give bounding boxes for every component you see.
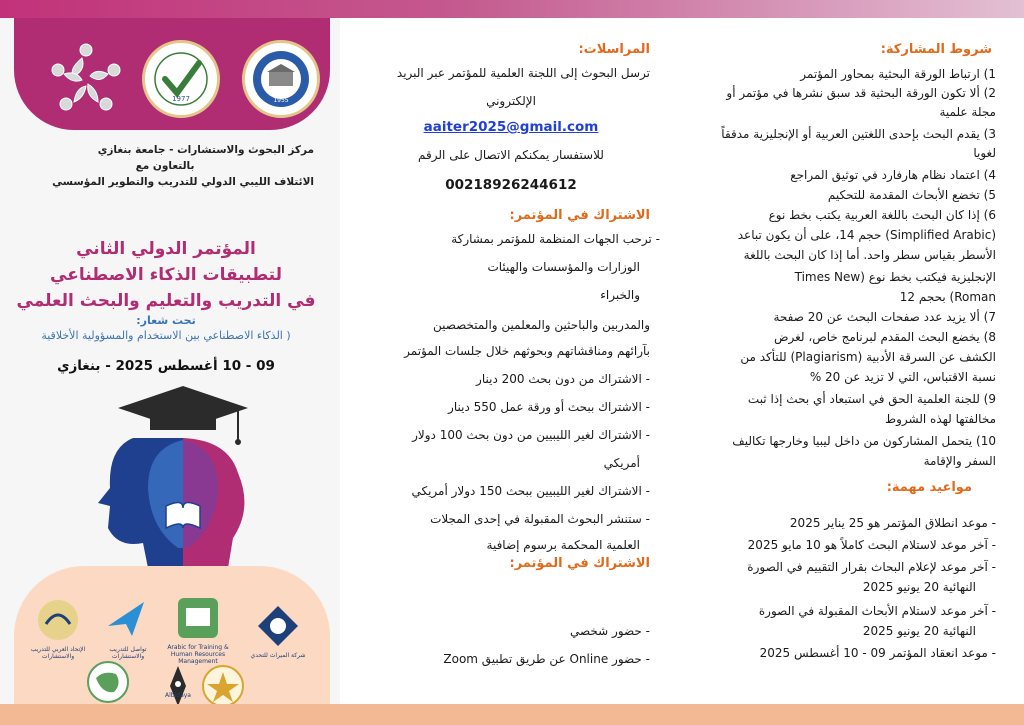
fee-line-1: - الاشتراك من دون بحث 200 دينار: [476, 372, 650, 386]
condition-9: 9) للجنة العلمية الحق في استبعاد أي بحث إذا ثبت: [747, 392, 996, 406]
research-center-logo: [142, 40, 220, 118]
sponsor-label-1: شركة الميراث للتحدي: [250, 652, 306, 659]
publication-line-2: العلمية المحكمة برسوم إضافية: [486, 538, 640, 552]
condition-10: 10) يتحمل المشاركون من داخل ليبيا وخارجها تكاليف: [732, 434, 996, 448]
condition-1: 1) ارتباط الورقة البحثية بمحاور المؤتمر: [800, 67, 996, 81]
condition-3-cont: لغويا: [973, 146, 996, 160]
fee-line-2: - الاشتراك ببحث أو ورقة عمل 550 دينار: [448, 400, 650, 414]
fee-line-3-cont: أمريكي: [603, 456, 640, 470]
condition-3: 3) يقدم البحث بإحدى اللغتين العربية أو الإنجليزية مدققاً: [721, 127, 996, 141]
sponsor-logo-3-bird-icon: [104, 596, 152, 644]
participation-line-4: والمدربين والباحثين والمعلمين والمتخصصين: [432, 318, 650, 332]
sponsor-logo-7-map-icon: [84, 658, 132, 704]
condition-2: 2) ألا تكون الورقة البحثية قد سبق نشرها في مؤتمر أو: [726, 86, 996, 100]
ai-head-graduation-icon: [88, 378, 253, 568]
logo-year-2: 1955: [273, 97, 289, 104]
condition-8-cont-1: الكشف عن السرقة الأدبية (Plagiarism) للتأكد من: [740, 350, 996, 364]
participation-line-2: الوزارات والمؤسسات والهيئات: [487, 260, 640, 274]
university-logo: [242, 40, 320, 118]
condition-7: 7) ألا يزيد عدد صفحات البحث عن 20 صفحة: [773, 310, 996, 324]
date-line-4-cont: النهائية 20 يونيو 2025: [862, 624, 976, 638]
bottom-band: [0, 704, 1024, 725]
date-line-1: - موعد انطلاق المؤتمر هو 25 يناير 2025: [789, 516, 996, 530]
participation-line-5: بآرائهم ومناقشاتهم وبحوثهم خلال جلسات المؤتمر: [404, 344, 650, 358]
sponsors-block: [14, 566, 330, 704]
participation-line-1: - ترحب الجهات المنظمة للمؤتمر بمشاركة: [451, 232, 660, 246]
university-building-icon: [250, 48, 312, 110]
sponsor-logo-1-icon: [254, 602, 302, 650]
conditions-panel: [682, 18, 1024, 704]
email-link[interactable]: [340, 118, 682, 137]
inquiry-text: للاستفسار يمكنكم الاتصال على الرقم: [418, 148, 604, 162]
correspondence-line-1: ترسل البحوث إلى اللجنة العلمية للمؤتمر عبر البريد: [396, 66, 650, 80]
checkmark-emblem-icon: [151, 49, 211, 109]
title-line-2: لتطبيقات الذكاء الاصطناعي: [50, 265, 282, 285]
title-line-1: المؤتمر الدولي الثاني: [76, 239, 256, 259]
cover-panel: [0, 18, 340, 704]
condition-6: 6) إذا كان البحث باللغة العربية يكتب بخط نوع: [768, 208, 996, 222]
condition-5: 5) تخضع الأبحاث المقدمة للتحكيم: [827, 188, 996, 202]
condition-9-cont: مخالفتها لهذه الشروط: [885, 412, 996, 426]
sponsor-label-6: Albidaya: [165, 692, 191, 699]
sponsor-label-2: Arabic for Training & Human Resources Management: [167, 644, 229, 665]
participation-heading: الاشتراك في المؤتمر:: [509, 208, 650, 223]
date-line-5: - موعد انعقاد المؤتمر 09 - 10 أغسطس 2025: [759, 646, 996, 660]
attendance-heading: الاشتراك في المؤتمر:: [509, 556, 650, 571]
conference-date: 09 - 10 أغسطس 2025 - بنغازي: [57, 358, 275, 374]
condition-8-cont-2: نسبة الاقتباس، التي لا تزيد عن 20 %: [809, 370, 996, 384]
slogan-text: ( الذكاء الاصطناعي بين الاستخدام والمسؤولية الأخلاقية: [41, 329, 291, 342]
condition-4: 4) اعتماد نظام هارفارد في توثيق المراجع: [790, 168, 996, 182]
date-line-4: - آخر موعد لاستلام الأبحاث المقبولة في الصورة: [758, 604, 996, 618]
attendance-line-2: - حضور Online عن طريق تطبيق Zoom: [443, 652, 650, 666]
correspondence-heading: المراسلات:: [578, 42, 650, 57]
condition-6-cont-4: Roman) بحجم 12: [899, 290, 996, 304]
condition-2-cont: مجلة علمية: [939, 105, 996, 119]
condition-8: 8) يخضع البحث المقدم لبرنامج خاص، لغرض: [773, 330, 996, 344]
org-line-2: بالتعاون مع: [135, 160, 195, 172]
fee-line-3: - الاشتراك لغير الليبيين من دون بحث 100 دولار: [412, 428, 650, 442]
slogan-heading: تحت شعار:: [136, 314, 196, 327]
title-line-3: في التدريب والتعليم والبحث العلمي: [16, 291, 316, 311]
attendance-line-1: - حضور شخصي: [570, 624, 650, 638]
condition-6-cont-1: (Simplified Arabic) حجم 14، على أن يكون تباعد: [737, 228, 996, 242]
people-circle-logo: [46, 40, 126, 120]
sponsor-logo-2-icon: [174, 594, 222, 642]
publication-line-1: - ستنشر البحوث المقبولة في إحدى المجلات: [430, 512, 650, 526]
sponsor-label-3: تواصل للتدريب والاستشارات: [109, 646, 147, 660]
top-band: [0, 0, 1024, 18]
email-address[interactable]: aaiter2025@gmail.com: [423, 119, 599, 135]
correspondence-line-2: الإلكتروني: [486, 94, 536, 108]
date-line-3: - آخر موعد لإعلام البحاث بقرار التقييم في الصورة: [747, 560, 996, 574]
dates-heading: مواعيد مهمة:: [886, 480, 972, 495]
logo-block: [14, 18, 330, 130]
org-line-3: الائتلاف الليبي الدولي للتدريب والتطوير المؤسسي: [52, 176, 314, 188]
logo-year-1: 1977: [172, 95, 190, 103]
condition-6-cont-2: الأسطر بقياس سطر واحد. أما إذا كان البحث باللغة: [743, 248, 996, 262]
org-line-1: مركز البحوث والاستشارات - جامعة بنغازي: [97, 144, 314, 156]
date-line-2: - آخر موعد لاستلام البحث كاملاً هو 10 مايو 2025: [747, 538, 996, 552]
phone-number: 00218926244612: [445, 177, 577, 193]
sponsor-label-4: الإتحاد العربي للتدريب والاستشارات: [30, 646, 86, 660]
condition-6-cont-3: الإنجليزية فيكتب بخط نوع (Times New: [794, 270, 996, 284]
sponsor-logo-4-icon: [34, 596, 82, 644]
condition-10-cont: السفر والإقامة: [923, 454, 996, 468]
correspondence-panel: [340, 18, 682, 704]
date-line-3-cont: النهائية 20 يونيو 2025: [862, 580, 976, 594]
conference-title: [16, 236, 316, 314]
participation-line-3: والخبراء: [600, 288, 640, 302]
fee-line-4: - الاشتراك لغير الليبيين ببحث 150 دولار أمريكي: [411, 484, 650, 498]
conditions-heading: شروط المشاركة:: [880, 42, 992, 57]
